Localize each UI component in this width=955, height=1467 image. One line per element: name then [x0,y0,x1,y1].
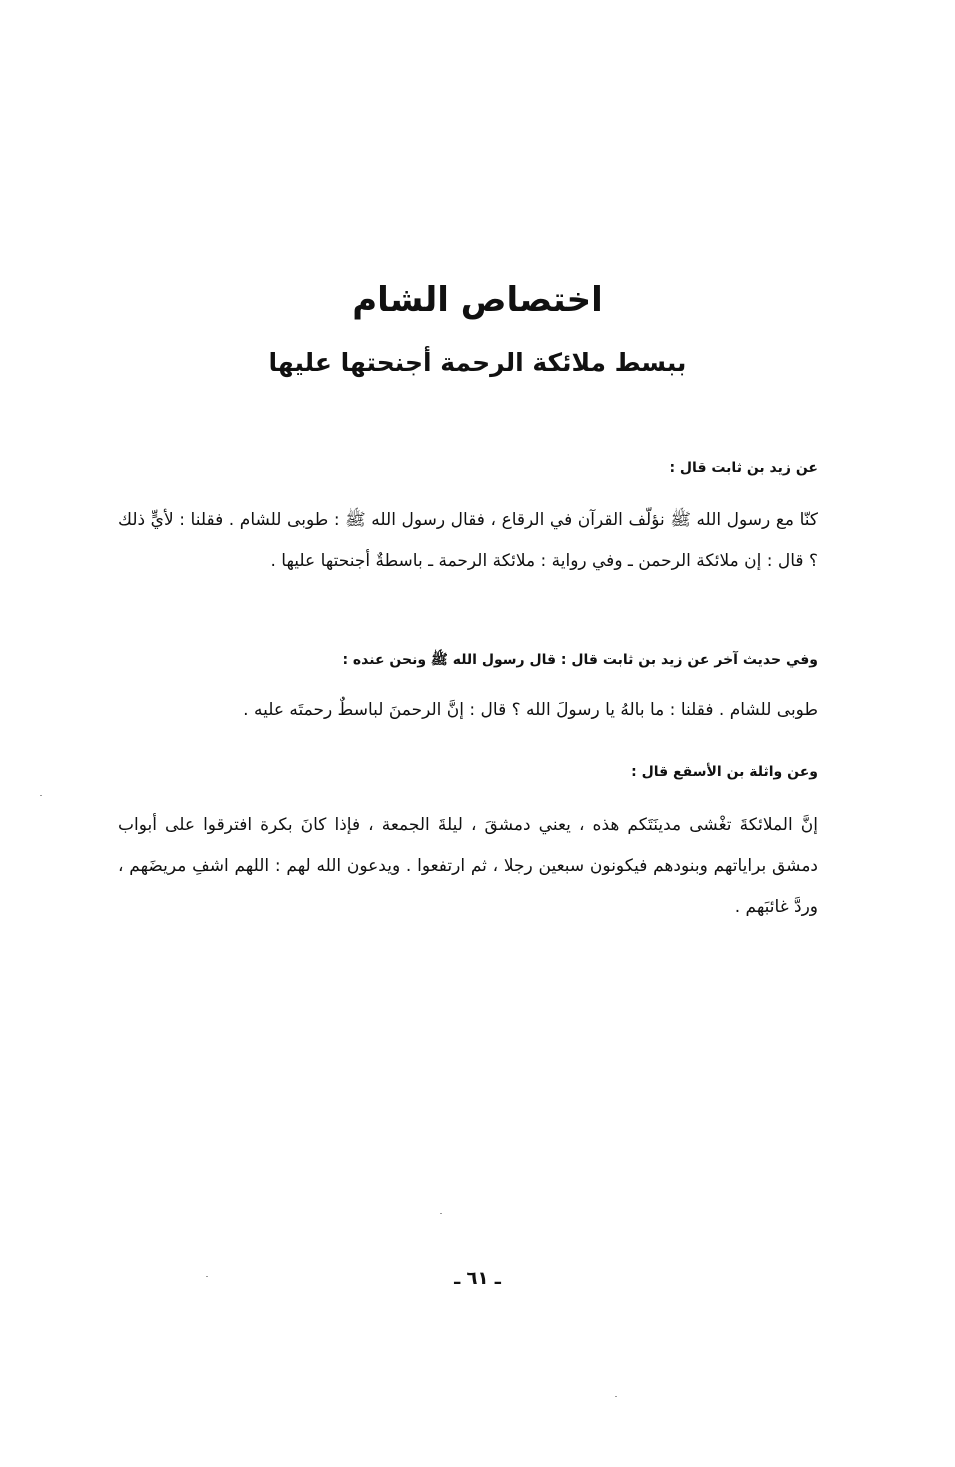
hadith-text-3: إنَّ الملائكةَ تغْشى مدينَتَكم هذه ، يعني دمشقَ ، ليلةَ الجمعة ، فإذا كانَ بكرة افترقوا على أبواب دمشق براياتهم وبنودهم فيكونون سبعين رجلا ، ثم ارتفعوا . ويدعون الله لهم : اللهم اشفِ مريضَهم ، وردَّ غائبَهم . [118,815,818,917]
narrator-line-2: وفي حديث آخر عن زيد بن ثابت قال : قال رسول الله ﷺ ونحن عنده : [342,652,818,668]
chapter-title: اختصاص الشام [352,280,603,320]
chapter-subtitle: ببسط ملائكة الرحمة أجنحتها عليها [268,348,687,377]
page-number: ـ ٦١ ـ [454,1268,501,1289]
hadith-text-2: طوبى للشام . فقلنا : ما بالهُ يا رسولَ الله ؟ قال : إنَّ الرحمنَ لباسطٌ رحمتَه عليه . [243,700,818,720]
scan-speck [40,795,42,796]
hadith-text-1: كنّا مع رسول الله ﷺ نؤلّف القرآن في الرقاع ، فقال رسول الله ﷺ : طوبى للشام . فقلنا : لأيٍّ ذلك ؟ قال : إن ملائكة الرحمن ـ وفي رواية : ملائكة الرحمة ـ باسطةٌ أجنحتها عليها . [118,510,818,571]
scan-speck [615,1396,617,1397]
narrator-line-3: وعن واثلة بن الأسقع قال : [631,764,818,780]
narrator-line-1: عن زيد بن ثابت قال : [669,460,818,476]
scan-speck [440,1213,442,1214]
scan-speck [206,1276,208,1277]
